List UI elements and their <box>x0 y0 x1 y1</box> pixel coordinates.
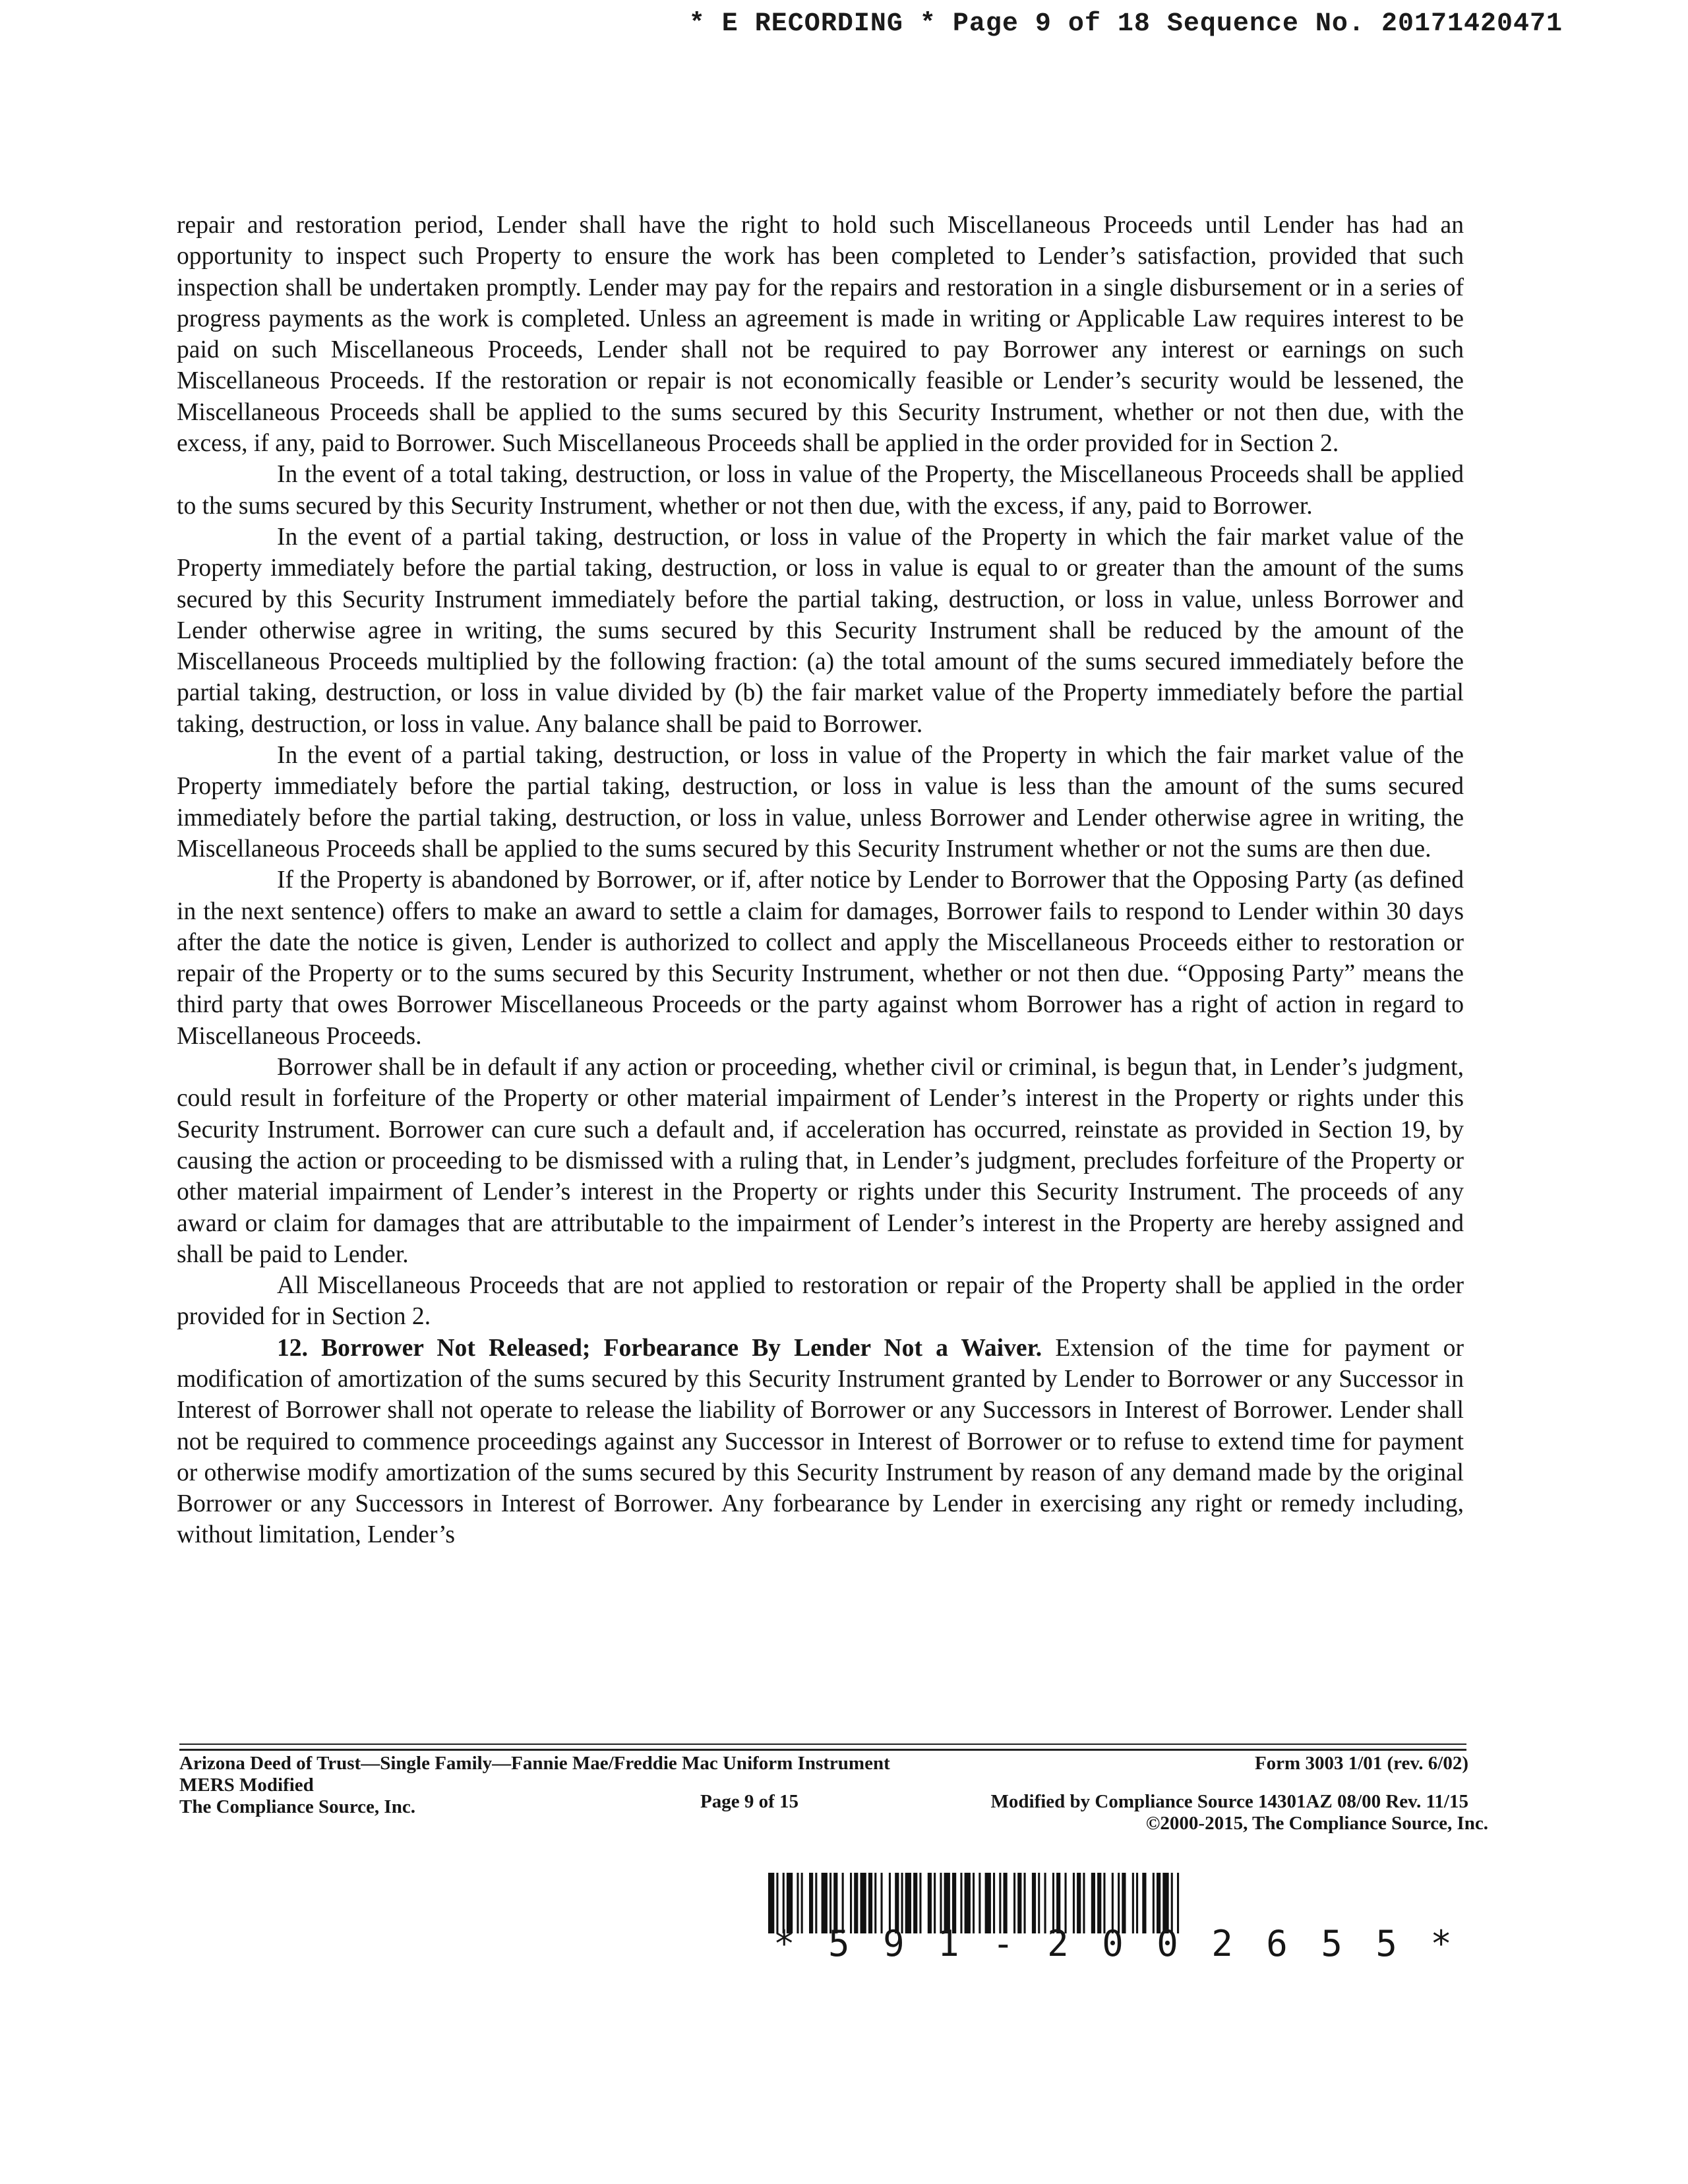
paragraph: Borrower shall be in default if any action or proceeding, whether civil or criminal, is begun that, in Lender’s judgment, could result in forfeiture of the Property or other material impairment of Lender’s interest in the Property or rights under this Security Instrument. Borrower can cure such a default and, if acceleration has occurred, reinstate as provided in Section 19, by causing the action or proceeding to be dismissed with a ruling that, in Lender’s judgment, precludes forfeiture of the Property or other material impairment of Lender’s interest in the Property or rights under this Security Instrument. The proceeds of any award or claim for damages that are attributable to the impairment of Lender’s interest in the Property are hereby assigned and shall be paid to Lender. <box>177 1054 1464 1268</box>
barcode-char: 6 <box>1266 1923 1288 1964</box>
section-title: 12. Borrower Not Released; Forbearance By Lender Not a Waiver. <box>277 1334 1042 1362</box>
footer-instrument-title: Arizona Deed of Trust—Single Family—Fannie Mae/Freddie Mac Uniform Instrument <box>179 1753 890 1774</box>
footer-rule <box>179 1744 1466 1745</box>
footer-form-number: Form 3003 1/01 (rev. 6/02) <box>1254 1753 1468 1774</box>
footer-copyright: ©2000-2015, The Compliance Source, Inc. <box>1145 1813 1488 1834</box>
barcode-char: - <box>992 1923 1014 1964</box>
paragraph: All Miscellaneous Proceeds that are not applied to restoration or repair of the Property shall be applied in the order provided for in Section 2. <box>177 1272 1464 1331</box>
barcode-char: 2 <box>1047 1923 1069 1964</box>
recording-header: * E RECORDING * Page 9 of 18 Sequence No. 20171420471 <box>688 9 1563 39</box>
barcode-text <box>768 1924 1457 1964</box>
barcode-char: 5 <box>1321 1923 1342 1964</box>
section-12 <box>177 1333 1464 1551</box>
barcode-char: 5 <box>828 1923 850 1964</box>
footer-modified: Modified by Compliance Source 14301AZ 08/00 Rev. 11/15 <box>990 1791 1468 1812</box>
footer-mers: MERS Modified <box>179 1774 314 1796</box>
footer-rule <box>179 1749 1466 1751</box>
barcode-char: 2 <box>1211 1923 1233 1964</box>
barcode-char: * <box>773 1923 795 1964</box>
page-footer <box>179 1753 1488 1858</box>
paragraph: In the event of a partial taking, destruction, or loss in value of the Property in which the fair market value of the Property immediately before the partial taking, destruction, or loss in value is less than the amount of the sums secured immediately before the partial taking, destruction, or loss in value, unless Borrower and Lender otherwise agree in writing, the Miscellaneous Proceeds shall be applied to the sums secured by this Security Instrument whether or not the sums are then due. <box>177 742 1464 863</box>
barcode-char: 0 <box>1157 1923 1178 1964</box>
barcode-char: 1 <box>938 1923 959 1964</box>
paragraph: In the event of a total taking, destruction, or loss in value of the Property, the Miscellaneous Proceeds shall be applied to the sums secured by this Security Instrument, whether or not then due, with the excess, if any, paid to Borrower. <box>177 461 1464 520</box>
body-text <box>177 210 1464 1551</box>
barcode-char: 5 <box>1375 1923 1397 1964</box>
section-text: Extension of the time for payment or modification of amortization of the sums secured by this Security Instrument granted by Lender to Borrower or any Successor in Interest of Borrower shall not operate to release the liability of Borrower or any Successors in Interest of Borrower. Lender shall not be required to commence proceedings against any Successor in Interest of Borrower or to refuse to extend time for payment or otherwise modify amortization of the sums secured by this Security Instrument by reason of any demand made by the original Borrower or any Successors in Interest of Borrower. Any forbearance by Lender in exercising any right or remedy including, without limitation, Lender’s <box>177 1334 1464 1549</box>
footer-source: The Compliance Source, Inc. <box>179 1796 415 1817</box>
footer-page-number: Page 9 of 15 <box>700 1791 799 1812</box>
paragraph: In the event of a partial taking, destruction, or loss in value of the Property in which the fair market value of the Property immediately before the partial taking, destruction, or loss in value is equal to or greater than the amount of the sums secured by this Security Instrument immediately before the partial taking, destruction, or loss in value, unless Borrower and Lender otherwise agree in writing, the sums secured by this Security Instrument shall be reduced by the amount of the Miscellaneous Proceeds multiplied by the following fraction: (a) the total amount of the sums secured immediately before the partial taking, destruction, or loss in value divided by (b) the fair market value of the Property immediately before the partial taking, destruction, or loss in value. Any balance shall be paid to Borrower. <box>177 523 1464 738</box>
barcode-char: 0 <box>1102 1923 1124 1964</box>
paragraph: If the Property is abandoned by Borrower, or if, after notice by Lender to Borrower that the Opposing Party (as defined in the next sentence) offers to make an award to settle a claim for damages, Borrower fails to respond to Lender within 30 days after the date the notice is given, Lender is authorized to collect and apply the Miscellaneous Proceeds either to restoration or repair of the Property or to the sums secured by this Security Instrument, whether or not then due. “Opposing Party” means the third party that owes Borrower Miscellaneous Proceeds or the party against whom Borrower has a right of action in regard to Miscellaneous Proceeds. <box>177 866 1464 1050</box>
paragraph: repair and restoration period, Lender shall have the right to hold such Miscellaneous Proceeds until Lender has had an opportunity to inspect such Property to ensure the work has been completed to Lender’s satisfaction, provided that such inspection shall be undertaken promptly. Lender may pay for the repairs and restoration in a single disbursement or in a series of progress payments as the work is completed. Unless an agreement is made in writing or Applicable Law requires interest to be paid on such Miscellaneous Proceeds, Lender shall not be required to pay Borrower any interest or earnings on such Miscellaneous Proceeds. If the restoration or repair is not economically feasible or Lender’s security would be lessened, the Miscellaneous Proceeds shall be applied to the sums secured by this Security Instrument, whether or not then due, with the excess, if any, paid to Borrower. Such Miscellaneous Proceeds shall be applied in the order provided for in Section 2. <box>177 212 1464 458</box>
barcode-char: 9 <box>883 1923 905 1964</box>
barcode-char: * <box>1430 1923 1452 1964</box>
